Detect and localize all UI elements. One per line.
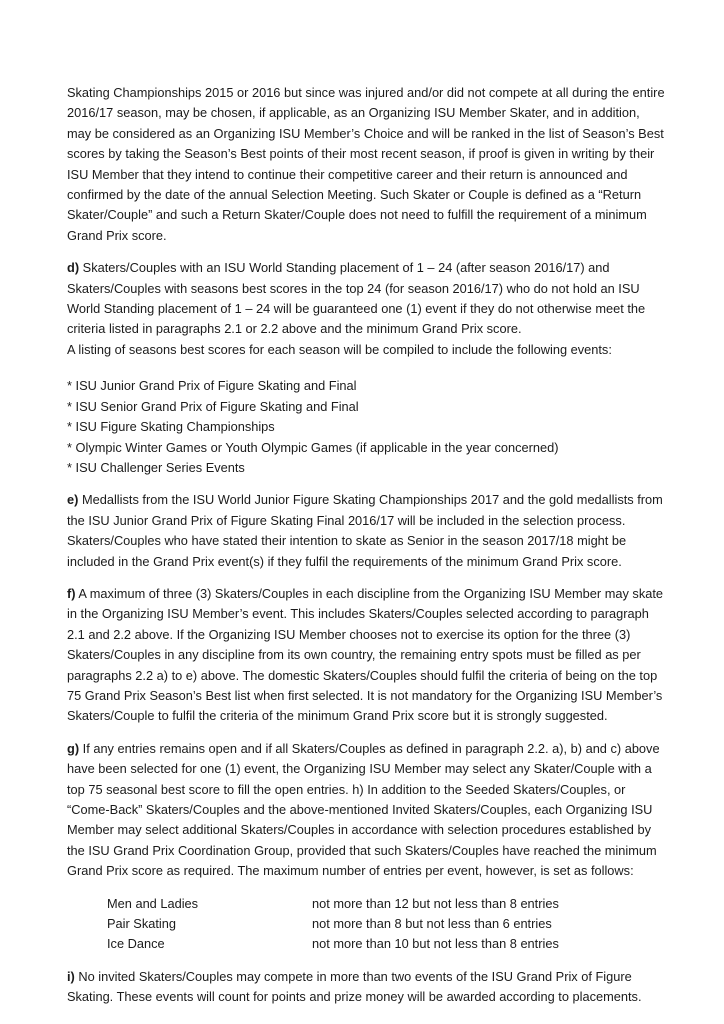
paragraph-text: If any entries remains open and if all Skaters/Couples as defined in paragraph 2.2. a), b) and c) above have been selected for one (1) event, the Organizing ISU Member may select any Skater/Couple with a top 75 seasonal best score to fill the open entries. h) In addition to the Seeded Skaters/Couples, or “Come-Back” Skaters/Couples and the above-mentioned Invited Skaters/Couples, each Organizing ISU Member may select additional Skaters/Couples in accordance with selection procedures established by the ISU Grand Prix Coordination Group, provided that such Skaters/Couples have reached the minimum Grand Prix score as required. The maximum number of entries per event, however, is set as follows:	[67, 740, 660, 879]
paragraph-g	[67, 739, 667, 882]
events-list	[67, 376, 667, 478]
note-line: A listing of seasons best scores for each season will be compiled to include the following events:	[67, 341, 612, 357]
paragraph-e	[67, 490, 667, 572]
paragraph-marker-i: i)	[67, 968, 75, 984]
paragraph-text: Skaters/Couples with an ISU World Standing placement of 1 – 24 (after season 2016/17) and Skaters/Couples with seasons best scores in the top 24 (for season 2016/17) who do not hold an ISU World Standing placement of 1 – 24 will be guaranteed one (1) event if they do not otherwise meet the criteria listed in paragraphs 2.1 or 2.2 above and the minimum Grand Prix score.	[67, 260, 646, 337]
table-row	[67, 934, 667, 954]
entry-limit: not more than 12 but not less than 8 entries	[312, 895, 559, 911]
entries-table	[67, 894, 667, 955]
paragraph-marker-d: d)	[67, 260, 80, 276]
entry-discipline: Men and Ladies	[107, 895, 199, 911]
paragraph-f	[67, 584, 667, 727]
entry-limit: not more than 10 but not less than 8 entries	[312, 936, 559, 952]
list-item: * ISU Figure Skating Championships	[67, 419, 275, 435]
paragraph-d	[67, 258, 667, 340]
table-row	[67, 914, 667, 934]
list-item: * ISU Junior Grand Prix of Figure Skating and Final	[67, 378, 357, 394]
page-content	[67, 83, 667, 1020]
table-row	[67, 894, 667, 914]
paragraph-text: No invited Skaters/Couples may compete in more than two events of the ISU Grand Prix of Figure Skating. These events will count for points and prize money will be awarded according to placements.	[67, 968, 642, 1005]
list-item: * ISU Challenger Series Events	[67, 459, 245, 475]
paragraph-marker-f: f)	[67, 585, 76, 601]
entry-discipline: Ice Dance	[107, 936, 165, 952]
paragraph-marker-g: g)	[67, 740, 80, 756]
list-item: * Olympic Winter Games or Youth Olympic Games (if applicable in the year concerned)	[67, 439, 559, 455]
paragraph-intro	[67, 83, 667, 246]
paragraph-marker-e: e)	[67, 492, 79, 508]
paragraph-text: Medallists from the ISU World Junior Figure Skating Championships 2017 and the gold medallists from the ISU Junior Grand Prix of Figure Skating Final 2016/17 will be included in the selection process. Skaters/Couples who have stated their intention to skate as Senior in the season 2017/18 might be included in the Grand Prix event(s) if they fulfil the requirements of the minimum Grand Prix score.	[67, 492, 663, 569]
entry-limit: not more than 8 but not less than 6 entries	[312, 916, 552, 932]
list-item: * ISU Senior Grand Prix of Figure Skating and Final	[67, 398, 359, 414]
paragraph-text: Skating Championships 2015 or 2016 but since was injured and/or did not compete at all during the entire 2016/17 season, may be chosen, if applicable, as an Organizing ISU Member Skater, and in addition, may be considered as an Organizing ISU Member’s Choice and will be ranked in the list of Season’s Best scores by taking the Season’s Best points of their most recent season, if proof is given in writing by their ISU Member that they intend to continue their competitive career and their return is announced and confirmed by the date of the annual Selection Meeting. Such Skater or Couple is defined as a “Return Skater/Couple” and such a Return Skater/Couple does not need to fulfill the requirement of a minimum Grand Prix score.	[67, 85, 665, 243]
paragraph-text: A maximum of three (3) Skaters/Couples in each discipline from the Organizing ISU Member may skate in the Organizing ISU Member’s event. This includes Skaters/Couples selected according to paragraph 2.1 and 2.2 above. If the Organizing ISU Member chooses not to exercise its option for the three (3) Skaters/Couples in any discipline from its own country, the remaining entry spots must be filled as per paragraphs 2.2 a) to e) above. The domestic Skaters/Couples should fulfil the criteria of being on the top 75 Grand Prix Season’s Best list when first selected. It is not mandatory for the Organizing ISU Member’s Skaters/Couple to fulfil the criteria of the minimum Grand Prix score but it is strongly suggested.	[67, 585, 664, 724]
paragraph-i	[67, 967, 667, 1008]
entry-discipline: Pair Skating	[107, 916, 176, 932]
